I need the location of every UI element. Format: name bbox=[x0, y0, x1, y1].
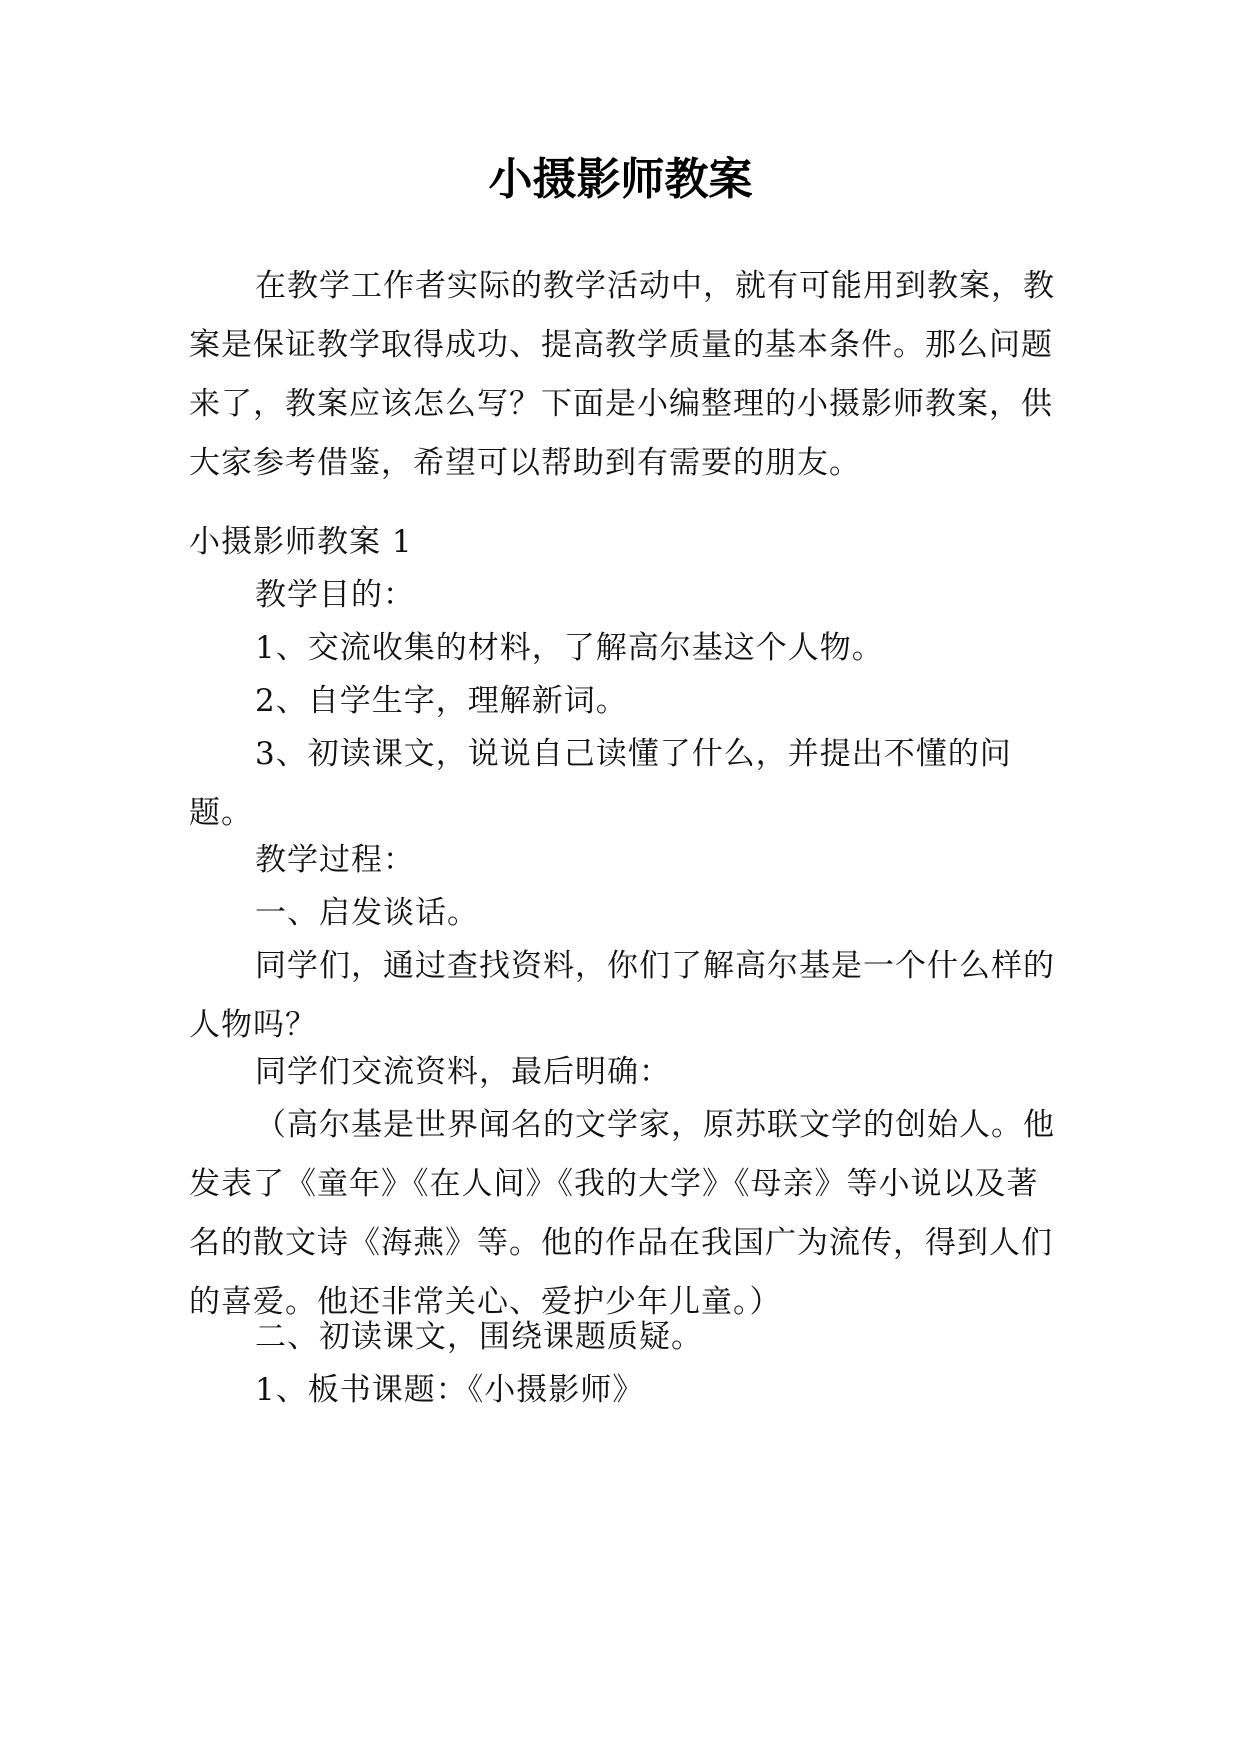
step-1-heading: 一、启发谈话。 bbox=[255, 895, 479, 931]
step-1-summary: （高尔基是世界闻名的文学家，原苏联文学的创始人。他发表了《童年》《在人间》《我的大学》《母亲》等小说以及著名的散文诗《海燕》等。他的作品在我国广为流传，得到人们的喜爱。他还非常关心、爱护少年儿童。） bbox=[189, 1107, 1055, 1320]
section-heading: 小摄影师教案 1 bbox=[189, 524, 413, 560]
process-label: 教学过程： bbox=[255, 842, 415, 878]
intro-paragraph: 在教学工作者实际的教学活动中，就有可能用到教案，教案是保证教学取得成功、提高教学质量的基本条件。那么问题来了，教案应该怎么写？下面是小编整理的小摄影师教案，供大家参考借鉴，希望可以帮助到有需要的朋友。 bbox=[189, 268, 1055, 481]
step-2-heading: 二、初读课文，围绕课题质疑。 bbox=[255, 1319, 703, 1355]
step-2-item-1: 1、板书课题：《小摄影师》 bbox=[255, 1372, 645, 1408]
step-1-exchange: 同学们交流资料，最后明确： bbox=[255, 1054, 671, 1090]
objective-item-2: 2、自学生字，理解新词。 bbox=[255, 683, 628, 719]
objective-item-1: 1、交流收集的材料，了解高尔基这个人物。 bbox=[255, 630, 884, 666]
document-title: 小摄影师教案 bbox=[488, 154, 753, 205]
objective-item-3: 3、初读课文，说说自己读懂了什么，并提出不懂的问题。 bbox=[189, 736, 1012, 831]
step-1-question: 同学们，通过查找资料，你们了解高尔基是一个什么样的人物吗？ bbox=[189, 948, 1055, 1043]
objectives-label: 教学目的： bbox=[255, 577, 415, 613]
